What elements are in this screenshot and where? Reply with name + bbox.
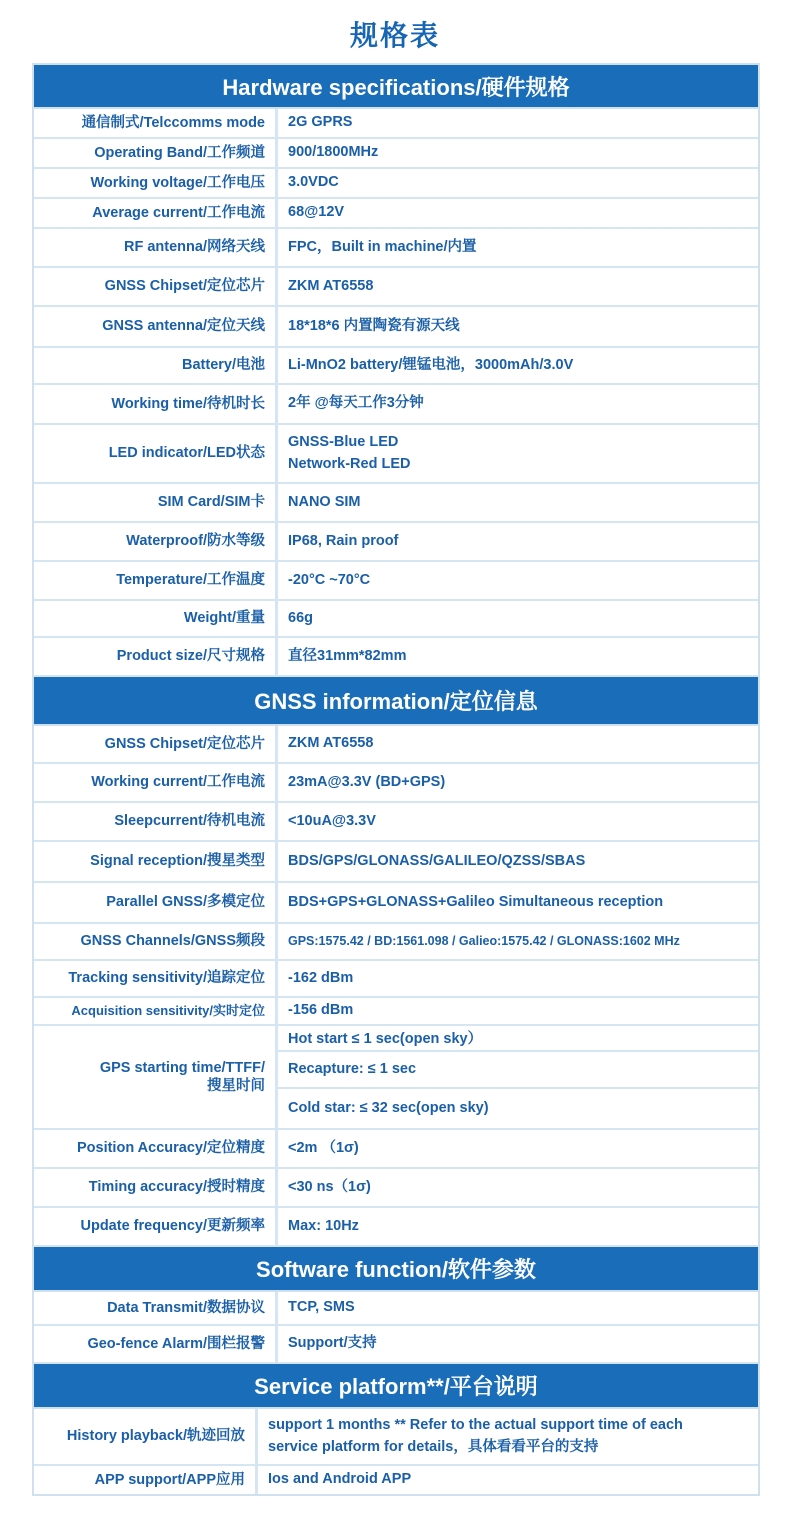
row-value: 18*18*6 内置陶瓷有源天线 xyxy=(288,317,460,334)
row-label: GNSS Chipset/定位芯片 xyxy=(34,726,278,762)
row-label: Acquisition sensitivity/实时定位 xyxy=(34,998,278,1024)
row-value: Li-MnO2 battery/锂锰电池，3000mAh/3.0V xyxy=(288,356,574,373)
row-value xyxy=(258,1409,758,1464)
table-row xyxy=(34,139,758,169)
row-value: 66g xyxy=(288,609,313,626)
row-label: Parallel GNSS/多模定位 xyxy=(34,883,278,922)
section-heading-platform: Service platform**/平台说明 xyxy=(34,1364,758,1409)
table-row xyxy=(34,199,758,229)
row-label: RF antenna/网络天线 xyxy=(34,229,278,266)
section-heading-software: Software function/软件参数 xyxy=(34,1247,758,1292)
row-value: BDS+GPS+GLONASS+Galileo Simultaneous reception xyxy=(288,893,664,910)
row-label: GNSS Channels/GNSS频段 xyxy=(34,924,278,959)
table-row xyxy=(34,523,758,562)
row-label: APP support/APP应用 xyxy=(34,1466,258,1494)
table-row xyxy=(34,1466,758,1494)
table-row xyxy=(34,924,758,961)
row-label: LED indicator/LED状态 xyxy=(34,425,278,482)
row-value: 直径31mm*82mm xyxy=(288,647,407,664)
row-value: TCP, SMS xyxy=(288,1299,355,1316)
table-row xyxy=(34,726,758,764)
row-label: Waterproof/防水等级 xyxy=(34,523,278,560)
row-label: Position Accuracy/定位精度 xyxy=(34,1130,278,1167)
row-value: NANO SIM xyxy=(288,493,361,510)
row-label: Weight/重量 xyxy=(34,601,278,636)
row-value-line: Network-Red LED xyxy=(288,455,411,472)
row-value-line: GNSS-Blue LED xyxy=(288,434,399,451)
row-label: Sleepcurrent/待机电流 xyxy=(34,803,278,840)
row-label: Signal reception/搜星类型 xyxy=(34,842,278,881)
row-value: 2年 @每天工作3分钟 xyxy=(288,395,424,412)
row-label: Geo-fence Alarm/围栏报警 xyxy=(34,1326,278,1362)
row-value-line: service platform for details，具体看看平台的支持 xyxy=(268,1438,599,1455)
row-label: Working current/工作电流 xyxy=(34,764,278,801)
row-value: IP68, Rain proof xyxy=(288,532,399,549)
row-value: Ios and Android APP xyxy=(268,1471,412,1488)
row-value: BDS/GPS/GLONASS/GALILEO/QZSS/SBAS xyxy=(288,852,586,869)
row-value: FPC，Built in machine/内置 xyxy=(288,238,477,255)
row-label: Working time/待机时长 xyxy=(34,385,278,423)
table-row xyxy=(34,268,758,307)
table-row xyxy=(34,961,758,998)
sub-value: Recapture: ≤ 1 sec xyxy=(278,1052,758,1089)
row-value: -20°C ~70°C xyxy=(288,571,371,588)
table-row xyxy=(34,883,758,924)
table-row xyxy=(34,109,758,139)
table-row xyxy=(34,1130,758,1169)
table-row xyxy=(34,385,758,425)
row-label: Battery/电池 xyxy=(34,348,278,383)
table-row xyxy=(34,803,758,842)
row-label: History playback/轨迹回放 xyxy=(34,1409,258,1464)
section-heading-hardware: Hardware specifications/硬件规格 xyxy=(34,65,758,109)
table-row xyxy=(34,601,758,638)
row-value: 23mA@3.3V (BD+GPS) xyxy=(288,773,446,790)
row-label: Product size/尺寸规格 xyxy=(34,638,278,675)
table-row xyxy=(34,1409,758,1466)
row-label-line: GPS starting time/TTFF/ xyxy=(99,1059,265,1076)
row-value: 2G GPRS xyxy=(288,114,353,131)
row-value: 3.0VDC xyxy=(288,174,339,191)
table-row xyxy=(34,425,758,484)
row-value xyxy=(278,425,758,482)
row-label: Operating Band/工作频道 xyxy=(34,139,278,167)
row-label: Data Transmit/数据协议 xyxy=(34,1292,278,1324)
table-row xyxy=(34,842,758,883)
row-label: GNSS Chipset/定位芯片 xyxy=(34,268,278,305)
table-row xyxy=(34,1208,758,1247)
row-value: ZKM AT6558 xyxy=(288,277,374,294)
sub-value: Cold star: ≤ 32 sec(open sky) xyxy=(288,1100,489,1117)
row-label: Update frequency/更新频率 xyxy=(34,1208,278,1245)
row-label: GNSS antenna/定位天线 xyxy=(34,307,278,346)
spec-table xyxy=(32,63,760,1496)
table-row xyxy=(34,1026,758,1130)
row-label: SIM Card/SIM卡 xyxy=(34,484,278,521)
row-value: Max: 10Hz xyxy=(288,1217,359,1234)
row-label: Timing accuracy/授时精度 xyxy=(34,1169,278,1206)
row-value: -162 dBm xyxy=(288,969,354,986)
sub-value: Hot start ≤ 1 sec(open sky） xyxy=(278,1026,758,1052)
table-row xyxy=(34,562,758,601)
sub-values xyxy=(278,1026,758,1128)
row-value: Support/支持 xyxy=(288,1335,377,1352)
table-row xyxy=(34,229,758,268)
row-label: Average current/工作电流 xyxy=(34,199,278,227)
row-value: 68@12V xyxy=(288,204,345,221)
row-label-line: 搜星时间 xyxy=(207,1078,265,1094)
row-value: GPS:1575.42 / BD:1561.098 / Galieo:1575.42 / GLONASS:1602 MHz xyxy=(288,934,680,949)
row-label: Tracking sensitivity/追踪定位 xyxy=(34,961,278,996)
table-row xyxy=(34,307,758,348)
table-row xyxy=(34,484,758,523)
page-title: 规格表 xyxy=(349,20,440,51)
table-row xyxy=(34,638,758,677)
table-row xyxy=(34,348,758,385)
row-label: Temperature/工作温度 xyxy=(34,562,278,599)
table-row xyxy=(34,169,758,199)
row-label xyxy=(34,1026,278,1128)
row-value: ZKM AT6558 xyxy=(288,735,374,752)
section-heading-gnss: GNSS information/定位信息 xyxy=(34,677,758,726)
row-value: <2m （1σ) xyxy=(288,1139,359,1156)
table-row xyxy=(34,1292,758,1326)
row-label: Working voltage/工作电压 xyxy=(34,169,278,197)
row-label: 通信制式/Telccomms mode xyxy=(34,109,278,137)
table-row xyxy=(34,1169,758,1208)
row-value-line: support 1 months ** Refer to the actual support time of each xyxy=(268,1417,683,1434)
table-row xyxy=(34,764,758,803)
row-value: 900/1800MHz xyxy=(288,144,379,161)
row-value: <10uA@3.3V xyxy=(288,812,376,829)
table-row xyxy=(34,1326,758,1364)
row-value: <30 ns（1σ) xyxy=(288,1178,371,1195)
row-value: -156 dBm xyxy=(288,1002,354,1019)
table-row xyxy=(34,998,758,1026)
